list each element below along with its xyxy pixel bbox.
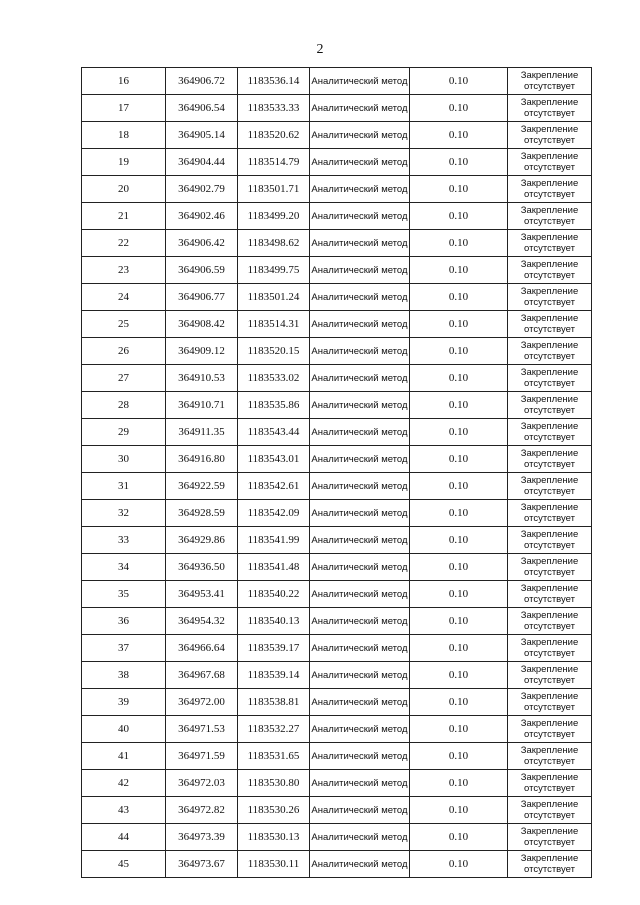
- table-row: [82, 230, 592, 257]
- precision-cell: 0.10: [410, 392, 508, 419]
- method-cell: Аналитический метод: [310, 338, 410, 365]
- precision-cell: 0.10: [410, 473, 508, 500]
- y-coordinate-cell: 1183499.75: [238, 257, 310, 284]
- precision-cell: 0.10: [410, 743, 508, 770]
- fixing-cell: Закрепление отсутствует: [508, 554, 592, 581]
- table-row: [82, 257, 592, 284]
- precision-cell: 0.10: [410, 635, 508, 662]
- method-cell: Аналитический метод: [310, 662, 410, 689]
- y-coordinate-cell: 1183542.09: [238, 500, 310, 527]
- point-number-cell: 24: [82, 284, 166, 311]
- fixing-cell: Закрепление отсутствует: [508, 824, 592, 851]
- fixing-cell: Закрепление отсутствует: [508, 662, 592, 689]
- x-coordinate-cell: 364908.42: [166, 311, 238, 338]
- y-coordinate-cell: 1183499.20: [238, 203, 310, 230]
- method-cell: Аналитический метод: [310, 203, 410, 230]
- x-coordinate-cell: 364904.44: [166, 149, 238, 176]
- x-coordinate-cell: 364972.82: [166, 797, 238, 824]
- method-cell: Аналитический метод: [310, 851, 410, 878]
- table-row: [82, 635, 592, 662]
- method-cell: Аналитический метод: [310, 581, 410, 608]
- x-coordinate-cell: 364916.80: [166, 446, 238, 473]
- x-coordinate-cell: 364902.46: [166, 203, 238, 230]
- fixing-cell: Закрепление отсутствует: [508, 689, 592, 716]
- fixing-cell: Закрепление отсутствует: [508, 95, 592, 122]
- x-coordinate-cell: 364971.53: [166, 716, 238, 743]
- fixing-cell: Закрепление отсутствует: [508, 770, 592, 797]
- precision-cell: 0.10: [410, 851, 508, 878]
- y-coordinate-cell: 1183498.62: [238, 230, 310, 257]
- x-coordinate-cell: 364902.79: [166, 176, 238, 203]
- precision-cell: 0.10: [410, 68, 508, 95]
- table-row: [82, 122, 592, 149]
- x-coordinate-cell: 364936.50: [166, 554, 238, 581]
- point-number-cell: 25: [82, 311, 166, 338]
- method-cell: Аналитический метод: [310, 419, 410, 446]
- precision-cell: 0.10: [410, 446, 508, 473]
- precision-cell: 0.10: [410, 716, 508, 743]
- precision-cell: 0.10: [410, 824, 508, 851]
- table-row: [82, 716, 592, 743]
- fixing-cell: Закрепление отсутствует: [508, 743, 592, 770]
- method-cell: Аналитический метод: [310, 230, 410, 257]
- point-number-cell: 33: [82, 527, 166, 554]
- y-coordinate-cell: 1183532.27: [238, 716, 310, 743]
- point-number-cell: 38: [82, 662, 166, 689]
- method-cell: Аналитический метод: [310, 689, 410, 716]
- method-cell: Аналитический метод: [310, 500, 410, 527]
- method-cell: Аналитический метод: [310, 365, 410, 392]
- method-cell: Аналитический метод: [310, 311, 410, 338]
- point-number-cell: 35: [82, 581, 166, 608]
- table-row: [82, 392, 592, 419]
- fixing-cell: Закрепление отсутствует: [508, 311, 592, 338]
- table-row: [82, 824, 592, 851]
- x-coordinate-cell: 364972.00: [166, 689, 238, 716]
- method-cell: Аналитический метод: [310, 176, 410, 203]
- fixing-cell: Закрепление отсутствует: [508, 176, 592, 203]
- y-coordinate-cell: 1183539.14: [238, 662, 310, 689]
- method-cell: Аналитический метод: [310, 284, 410, 311]
- table-row: [82, 689, 592, 716]
- table-row: [82, 662, 592, 689]
- x-coordinate-cell: 364929.86: [166, 527, 238, 554]
- point-number-cell: 39: [82, 689, 166, 716]
- y-coordinate-cell: 1183543.44: [238, 419, 310, 446]
- page-number: 2: [316, 42, 324, 57]
- x-coordinate-cell: 364966.64: [166, 635, 238, 662]
- table-row: [82, 338, 592, 365]
- fixing-cell: Закрепление отсутствует: [508, 797, 592, 824]
- method-cell: Аналитический метод: [310, 257, 410, 284]
- point-number-cell: 26: [82, 338, 166, 365]
- table-row: [82, 95, 592, 122]
- y-coordinate-cell: 1183536.14: [238, 68, 310, 95]
- y-coordinate-cell: 1183530.13: [238, 824, 310, 851]
- fixing-cell: Закрепление отсутствует: [508, 500, 592, 527]
- x-coordinate-cell: 364973.39: [166, 824, 238, 851]
- table-row: [82, 608, 592, 635]
- y-coordinate-cell: 1183540.22: [238, 581, 310, 608]
- table-row: [82, 554, 592, 581]
- table-row: [82, 365, 592, 392]
- precision-cell: 0.10: [410, 122, 508, 149]
- precision-cell: 0.10: [410, 797, 508, 824]
- x-coordinate-cell: 364973.67: [166, 851, 238, 878]
- y-coordinate-cell: 1183542.61: [238, 473, 310, 500]
- x-coordinate-cell: 364906.54: [166, 95, 238, 122]
- x-coordinate-cell: 364922.59: [166, 473, 238, 500]
- table-row: [82, 68, 592, 95]
- method-cell: Аналитический метод: [310, 95, 410, 122]
- y-coordinate-cell: 1183530.26: [238, 797, 310, 824]
- x-coordinate-cell: 364906.72: [166, 68, 238, 95]
- precision-cell: 0.10: [410, 581, 508, 608]
- precision-cell: 0.10: [410, 176, 508, 203]
- point-number-cell: 45: [82, 851, 166, 878]
- method-cell: Аналитический метод: [310, 149, 410, 176]
- fixing-cell: Закрепление отсутствует: [508, 608, 592, 635]
- table-row: [82, 797, 592, 824]
- point-number-cell: 30: [82, 446, 166, 473]
- precision-cell: 0.10: [410, 500, 508, 527]
- point-number-cell: 20: [82, 176, 166, 203]
- method-cell: Аналитический метод: [310, 608, 410, 635]
- precision-cell: 0.10: [410, 419, 508, 446]
- fixing-cell: Закрепление отсутствует: [508, 338, 592, 365]
- precision-cell: 0.10: [410, 338, 508, 365]
- method-cell: Аналитический метод: [310, 716, 410, 743]
- table-row: [82, 176, 592, 203]
- table-row: [82, 446, 592, 473]
- point-number-cell: 28: [82, 392, 166, 419]
- point-number-cell: 41: [82, 743, 166, 770]
- method-cell: Аналитический метод: [310, 554, 410, 581]
- fixing-cell: Закрепление отсутствует: [508, 257, 592, 284]
- table-row: [82, 743, 592, 770]
- y-coordinate-cell: 1183520.62: [238, 122, 310, 149]
- point-number-cell: 34: [82, 554, 166, 581]
- precision-cell: 0.10: [410, 230, 508, 257]
- method-cell: Аналитический метод: [310, 392, 410, 419]
- x-coordinate-cell: 364972.03: [166, 770, 238, 797]
- fixing-cell: Закрепление отсутствует: [508, 716, 592, 743]
- point-number-cell: 23: [82, 257, 166, 284]
- precision-cell: 0.10: [410, 311, 508, 338]
- method-cell: Аналитический метод: [310, 797, 410, 824]
- point-number-cell: 19: [82, 149, 166, 176]
- x-coordinate-cell: 364928.59: [166, 500, 238, 527]
- method-cell: Аналитический метод: [310, 824, 410, 851]
- fixing-cell: Закрепление отсутствует: [508, 473, 592, 500]
- x-coordinate-cell: 364910.53: [166, 365, 238, 392]
- method-cell: Аналитический метод: [310, 446, 410, 473]
- precision-cell: 0.10: [410, 689, 508, 716]
- x-coordinate-cell: 364909.12: [166, 338, 238, 365]
- fixing-cell: Закрепление отсутствует: [508, 419, 592, 446]
- y-coordinate-cell: 1183538.81: [238, 689, 310, 716]
- point-number-cell: 32: [82, 500, 166, 527]
- point-number-cell: 31: [82, 473, 166, 500]
- fixing-cell: Закрепление отсутствует: [508, 446, 592, 473]
- method-cell: Аналитический метод: [310, 68, 410, 95]
- y-coordinate-cell: 1183501.71: [238, 176, 310, 203]
- y-coordinate-cell: 1183501.24: [238, 284, 310, 311]
- fixing-cell: Закрепление отсутствует: [508, 581, 592, 608]
- point-number-cell: 37: [82, 635, 166, 662]
- precision-cell: 0.10: [410, 662, 508, 689]
- x-coordinate-cell: 364911.35: [166, 419, 238, 446]
- table-row: [82, 203, 592, 230]
- table-row: [82, 770, 592, 797]
- table-row: [82, 149, 592, 176]
- fixing-cell: Закрепление отсутствует: [508, 635, 592, 662]
- method-cell: Аналитический метод: [310, 743, 410, 770]
- point-number-cell: 17: [82, 95, 166, 122]
- point-number-cell: 43: [82, 797, 166, 824]
- y-coordinate-cell: 1183530.80: [238, 770, 310, 797]
- method-cell: Аналитический метод: [310, 473, 410, 500]
- fixing-cell: Закрепление отсутствует: [508, 203, 592, 230]
- table-row: [82, 473, 592, 500]
- fixing-cell: Закрепление отсутствует: [508, 122, 592, 149]
- y-coordinate-cell: 1183533.02: [238, 365, 310, 392]
- table-row: [82, 419, 592, 446]
- coordinates-table: [81, 67, 592, 878]
- y-coordinate-cell: 1183514.31: [238, 311, 310, 338]
- x-coordinate-cell: 364953.41: [166, 581, 238, 608]
- precision-cell: 0.10: [410, 203, 508, 230]
- table-row: [82, 311, 592, 338]
- x-coordinate-cell: 364954.32: [166, 608, 238, 635]
- y-coordinate-cell: 1183543.01: [238, 446, 310, 473]
- x-coordinate-cell: 364905.14: [166, 122, 238, 149]
- point-number-cell: 44: [82, 824, 166, 851]
- fixing-cell: Закрепление отсутствует: [508, 68, 592, 95]
- x-coordinate-cell: 364967.68: [166, 662, 238, 689]
- precision-cell: 0.10: [410, 257, 508, 284]
- y-coordinate-cell: 1183541.48: [238, 554, 310, 581]
- point-number-cell: 18: [82, 122, 166, 149]
- precision-cell: 0.10: [410, 608, 508, 635]
- precision-cell: 0.10: [410, 770, 508, 797]
- table-body: [82, 68, 592, 878]
- point-number-cell: 16: [82, 68, 166, 95]
- table-row: [82, 500, 592, 527]
- y-coordinate-cell: 1183540.13: [238, 608, 310, 635]
- precision-cell: 0.10: [410, 554, 508, 581]
- method-cell: Аналитический метод: [310, 770, 410, 797]
- point-number-cell: 42: [82, 770, 166, 797]
- table-row: [82, 527, 592, 554]
- point-number-cell: 36: [82, 608, 166, 635]
- precision-cell: 0.10: [410, 365, 508, 392]
- point-number-cell: 40: [82, 716, 166, 743]
- fixing-cell: Закрепление отсутствует: [508, 230, 592, 257]
- table-row: [82, 284, 592, 311]
- table-row: [82, 851, 592, 878]
- y-coordinate-cell: 1183539.17: [238, 635, 310, 662]
- y-coordinate-cell: 1183514.79: [238, 149, 310, 176]
- x-coordinate-cell: 364906.77: [166, 284, 238, 311]
- y-coordinate-cell: 1183531.65: [238, 743, 310, 770]
- fixing-cell: Закрепление отсутствует: [508, 284, 592, 311]
- fixing-cell: Закрепление отсутствует: [508, 149, 592, 176]
- x-coordinate-cell: 364906.59: [166, 257, 238, 284]
- point-number-cell: 29: [82, 419, 166, 446]
- method-cell: Аналитический метод: [310, 527, 410, 554]
- y-coordinate-cell: 1183535.86: [238, 392, 310, 419]
- precision-cell: 0.10: [410, 95, 508, 122]
- method-cell: Аналитический метод: [310, 122, 410, 149]
- y-coordinate-cell: 1183541.99: [238, 527, 310, 554]
- y-coordinate-cell: 1183530.11: [238, 851, 310, 878]
- precision-cell: 0.10: [410, 284, 508, 311]
- y-coordinate-cell: 1183533.33: [238, 95, 310, 122]
- fixing-cell: Закрепление отсутствует: [508, 527, 592, 554]
- precision-cell: 0.10: [410, 149, 508, 176]
- x-coordinate-cell: 364910.71: [166, 392, 238, 419]
- method-cell: Аналитический метод: [310, 635, 410, 662]
- precision-cell: 0.10: [410, 527, 508, 554]
- y-coordinate-cell: 1183520.15: [238, 338, 310, 365]
- x-coordinate-cell: 364906.42: [166, 230, 238, 257]
- point-number-cell: 21: [82, 203, 166, 230]
- fixing-cell: Закрепление отсутствует: [508, 365, 592, 392]
- table-row: [82, 581, 592, 608]
- fixing-cell: Закрепление отсутствует: [508, 392, 592, 419]
- x-coordinate-cell: 364971.59: [166, 743, 238, 770]
- fixing-cell: Закрепление отсутствует: [508, 851, 592, 878]
- point-number-cell: 27: [82, 365, 166, 392]
- point-number-cell: 22: [82, 230, 166, 257]
